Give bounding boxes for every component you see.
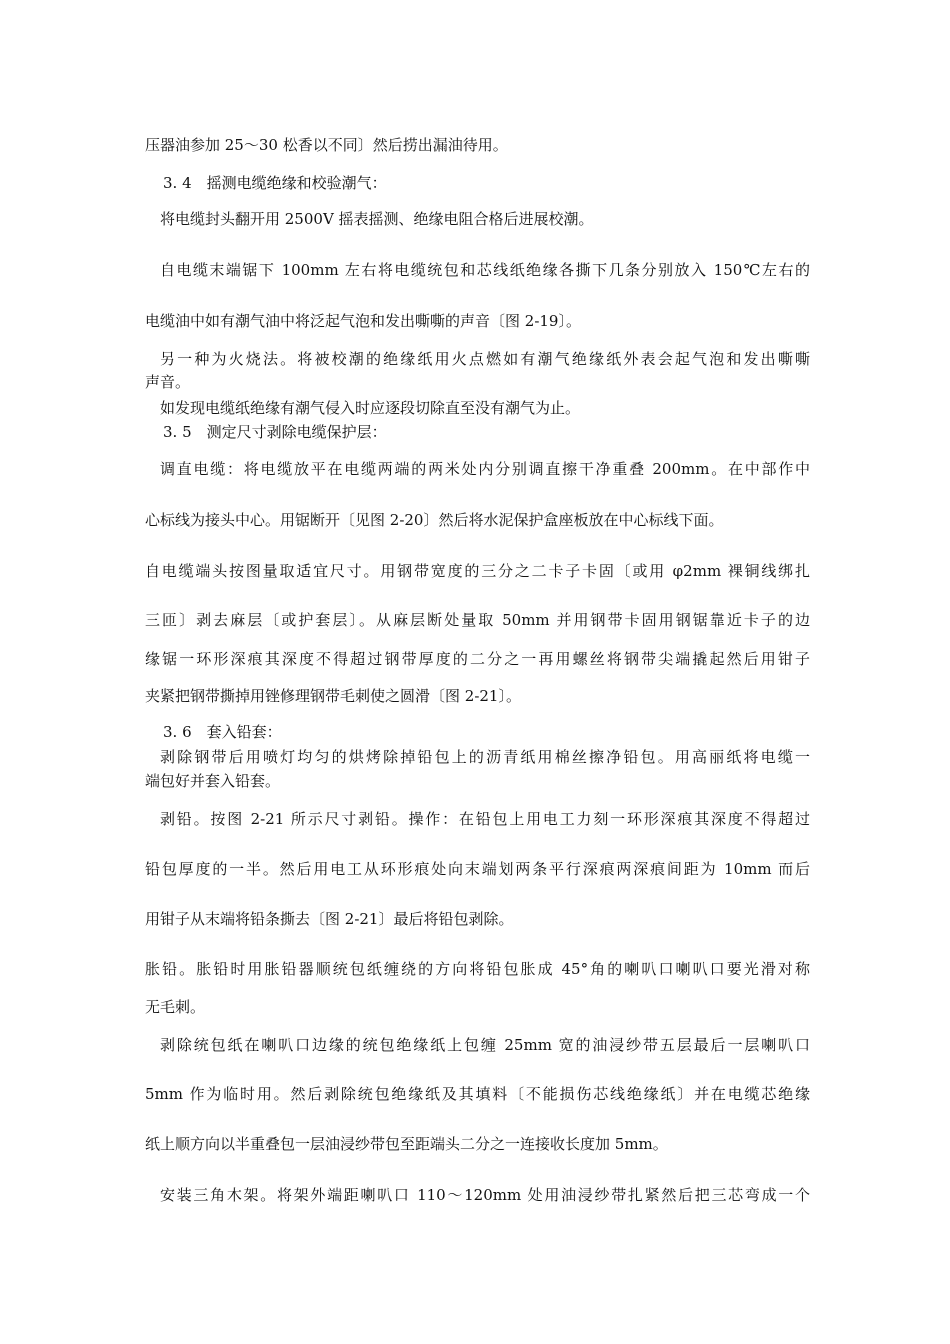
- text-line: 如发现电缆纸绝缘有潮气侵入时应逐段切除直至没有潮气为止。: [160, 399, 581, 417]
- text-line: 电缆油中如有潮气油中将泛起气泡和发出嘶嘶的声音〔图 2-19〕。: [145, 312, 581, 330]
- text-line: 用钳子从末端将铅条撕去〔图 2-21〕最后将铅包剥除。: [145, 910, 514, 928]
- text-line: 剥铅。按图 2-21 所示尺寸剥铅。操作：在铅包上用电工力刻一环形深痕其深度不得超过: [160, 810, 810, 828]
- text-line: 夹紧把钢带撕掉用锉修理钢带毛刺使之圆滑〔图 2-21〕。: [145, 687, 521, 705]
- text-line: 心标线为接头中心。用锯断开〔见图 2-20〕然后将水泥保护盒座板放在中心标线下面。: [145, 511, 724, 529]
- text-line: 剥除钢带后用喷灯均匀的烘烤除掉铅包上的沥青纸用棉丝擦净铅包。用高丽纸将电缆一: [160, 748, 810, 766]
- text-line: 无毛刺。: [145, 998, 206, 1016]
- text-line: 纸上顺方向以半重叠包一层油浸纱带包至距端头二分之一连接收长度加 5mm。: [145, 1135, 668, 1153]
- text-line: 自电缆末端锯下 100mm 左右将电缆统包和芯线纸绝缘各撕下几条分别放入 150℃左右的: [160, 261, 810, 279]
- text-line: 5mm 作为临时用。然后剥除统包绝缘纸及其填料〔不能损伤芯线绝缘纸〕并在电缆芯绝缘: [145, 1085, 810, 1103]
- section-heading: 3. 4 摇测电缆绝缘和校验潮气：: [163, 174, 387, 192]
- text-line: 自电缆端头按图量取适宜尺寸。用钢带宽度的三分之二卡子卡固〔或用 φ2mm 裸铜线绑扎: [145, 562, 810, 580]
- text-line: 调直电缆：将电缆放平在电缆两端的两米处内分别调直擦干净重叠 200mm。在中部作中: [160, 460, 810, 478]
- text-line: 剥除统包纸在喇叭口边缘的统包绝缘纸上包缠 25mm 宽的油浸纱带五层最后一层喇叭口: [160, 1036, 810, 1054]
- text-line: 声音。: [145, 373, 191, 391]
- text-line: 另一种为火烧法。将被校潮的绝缘纸用火点燃如有潮气绝缘纸外表会起气泡和发出嘶嘶: [160, 350, 810, 368]
- text-line: 压器油参加 25～30 松香以不同〕然后捞出漏油待用。: [145, 136, 508, 154]
- text-line: 胀铅。胀铅时用胀铅器顺统包纸缠绕的方向将铅包胀成 45°角的喇叭口喇叭口要光滑对称: [145, 960, 810, 978]
- section-heading: 3. 5 测定尺寸剥除电缆保护层：: [163, 423, 387, 441]
- section-heading: 3. 6 套入铅套：: [163, 723, 282, 741]
- text-line: 缘锯一环形深痕其深度不得超过钢带厚度的二分之一再用螺丝将钢带尖端撬起然后用钳子: [145, 650, 810, 668]
- text-line: 铅包厚度的一半。然后用电工从环形痕处向末端划两条平行深痕两深痕间距为 10mm 而后: [145, 860, 810, 878]
- text-line: 三匝〕剥去麻层〔或护套层〕。从麻层断处量取 50mm 并用钢带卡固用钢锯靠近卡子的边: [145, 611, 810, 629]
- text-line: 端包好并套入铅套。: [145, 772, 281, 790]
- text-line: 安装三角木架。将架外端距喇叭口 110～120mm 处用油浸纱带扎紧然后把三芯弯成一个: [160, 1186, 810, 1204]
- text-line: 将电缆封头翻开用 2500V 摇表摇测、绝缘电阻合格后进展校潮。: [160, 210, 594, 228]
